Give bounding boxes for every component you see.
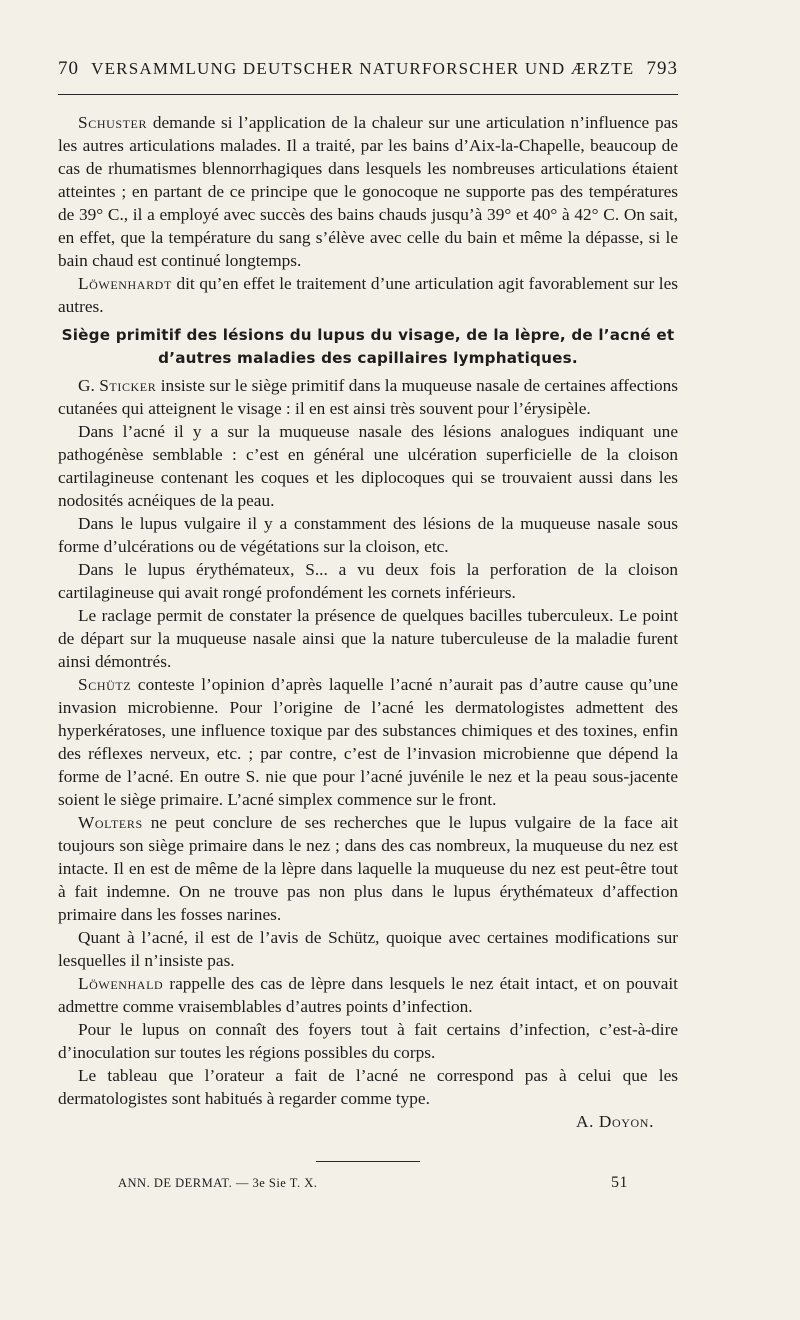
paragraph-wolters: Wolters ne peut conclure de ses recherches que le lupus vulgaire de la face ait toujours son siège primaire dans le nez ; dans des cas nombreux, la muqueuse du nez est intacte. Il en est de même de la lèpre dans laquelle la muqueuse du nez est peut-être tout à fait indemne. On ne trouve pas non plus dans le lupus érythémateux d’affection primaire dans les fosses narines. <box>58 813 678 924</box>
speaker-name: Schuster <box>78 113 148 132</box>
paragraph-lupus-vulgaire: Dans le lupus vulgaire il y a constamment des lésions de la muqueuse nasale sous forme d’ulcérations ou de végétations sur la cloison, etc. <box>58 514 678 556</box>
paragraph-quant-acne: Quant à l’acné, il est de l’avis de Schütz, quoique avec certaines modifications sur lesquelles il n’insiste pas. <box>58 928 678 970</box>
running-header <box>58 58 678 80</box>
paragraph-tableau: Le tableau que l’orateur a fait de l’acné ne correspond pas à celui que les dermatologistes sont habitués à regarder comme type. <box>58 1066 678 1108</box>
speaker-name: Wolters <box>78 813 143 832</box>
paragraph-schuster: Schuster demande si l’application de la chaleur sur une articulation n’influence pas les autres articulations malades. Il a traité, par les bains d’Aix-la-Chapelle, beaucoup de cas de rhumatismes blennorrhagiques dans lesquels les nombreuses articulations étaient atteintes ; en partant de ce principe que le gonocoque ne supporte pas des températures de 39° C., il a employé avec succès des bains chauds jusqu’à 39° et 40° à 42° C. On sait, en effet, que la température du sang s’élève avec celle du bain et même la dépasse, si le bain chaud est continué longtemps. <box>58 113 678 270</box>
speaker-name: Sticker <box>99 376 157 395</box>
article-body <box>58 111 678 1133</box>
left-page-number: 70 <box>58 58 79 79</box>
speaker-name: Löwenhardt <box>78 274 172 293</box>
paragraph-lupus-foyers: Pour le lupus on connaît des foyers tout à fait certains d’infection, c’est-à-dire d’inoculation sur toutes les régions possibles du corps. <box>58 1020 678 1062</box>
running-title: VERSAMMLUNG DEUTSCHER NATURFORSCHER UND ÆRZTE <box>91 59 635 78</box>
section-heading: Siège primitif des lésions du lupus du visage, de la lèpre, de l’acné et d’autres maladies des capillaires lymphatiques. <box>61 326 675 367</box>
footer-rule <box>316 1161 420 1162</box>
page <box>58 58 679 1191</box>
speaker-name: Löwenhald <box>78 974 164 993</box>
paragraph-lowenhardt: Löwenhardt dit qu’en effet le traitement d’une articulation agit favorablement sur les autres. <box>58 274 678 316</box>
paragraph-acne: Dans l’acné il y a sur la muqueuse nasale des lésions analogues indiquant une pathogénèse semblable : c’est en général une ulcération superficielle de la cloison cartilagineuse contenant les coques et les diplocoques qui se trouvaient aussi dans les nodosités acnéiques de la peau. <box>58 422 678 510</box>
signature: A. Doyon. <box>576 1112 654 1131</box>
right-page-number: 793 <box>646 58 678 79</box>
paragraph-lupus-erythemateux: Dans le lupus érythémateux, S... a vu deux fois la perforation de la cloison cartilagineuse qui avait rongé profondément les cornets inférieurs. <box>58 560 678 602</box>
paragraph-lowenhald: Löwenhald rappelle des cas de lèpre dans lesquels le nez était intact, et on pouvait admettre comme vraisemblables d’autres points d’infection. <box>58 974 678 1016</box>
paragraph-raclage: Le raclage permit de constater la présence de quelques bacilles tuberculeux. Le point de départ sur la muqueuse nasale ainsi que la nature tuberculeuse de la maladie furent ainsi démontrés. <box>58 606 678 671</box>
signature-number: 51 <box>611 1174 628 1191</box>
journal-reference: ANN. DE DERMAT. — 3e Sie T. X. <box>118 1176 318 1190</box>
speaker-name: Schütz <box>78 675 132 694</box>
paragraph-sticker: G. Sticker insiste sur le siège primitif dans la muqueuse nasale de certaines affections cutanées qui atteignent le visage : il en est ainsi très souvent pour l’érysipèle. <box>58 376 679 418</box>
header-rule <box>58 94 678 95</box>
paragraph-schutz: Schütz conteste l’opinion d’après laquelle l’acné n’aurait pas d’autre cause qu’une invasion microbienne. Pour l’origine de l’acné les dermatologistes admettent des hyperkératoses, une influence toxique par des substances chimiques et des toxines, enfin des réflexes nerveux, etc. ; par contre, c’est de l’invasion microbienne que dépend la forme de l’acné. En outre S. nie que pour l’acné juvénile le nez et la peau sous-jacente soient le siège primaire. L’acné simplex commence sur le front. <box>58 675 678 809</box>
